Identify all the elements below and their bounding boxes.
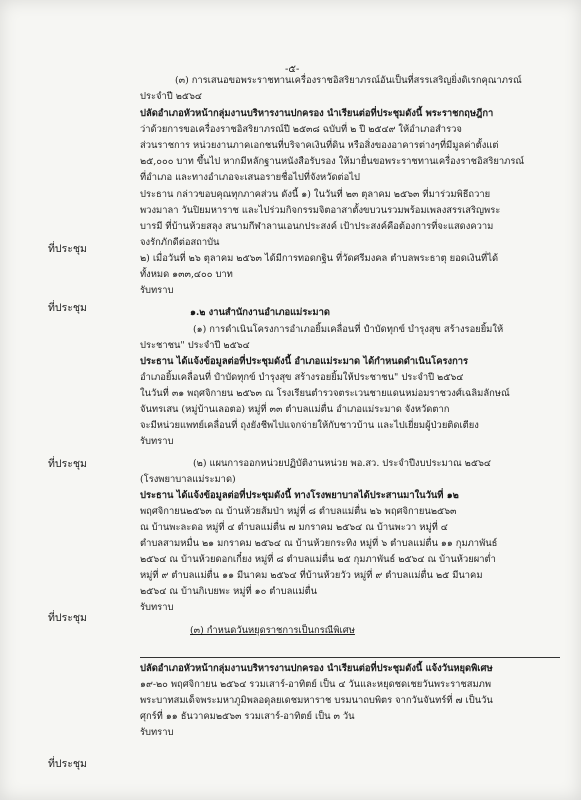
text-line: ว่าด้วยการขอเครื่องราชอิสริยาภรณ์ปี ๒๕๓๘ ฉบับที่ ๒ ปี ๒๕๔๙ ให้อำเภอสำรวจ: [140, 124, 462, 135]
text-line: ทั้งหมด ๑๓๓,๔๐๐ บาท: [140, 269, 233, 280]
acknowledged-text: รับทราบ: [140, 285, 174, 296]
text-line: ตำบลสามหมื่น ๒๑ มกราคม ๒๕๖๔ ณ บ้านห้วยกระทิง หมู่ที่ ๖ ตำบลแม่ตื่น ๑๑ กุมภาพันธ์: [140, 538, 498, 549]
text-line: (โรงพยาบาลแม่ระมาด): [140, 474, 236, 485]
margin-label-meeting-5: ที่ประชุม: [48, 758, 87, 770]
text-line: ประธาน ได้แจ้งข้อมูลต่อที่ประชุมดังนี้ อำเภอแม่ระมาด ได้กำหนดดำเนินโครงการ: [140, 356, 469, 367]
text-line: ๒๕,๐๐๐ บาท ขึ้นไป หากมีหลักฐานหนังสือรับรอง ให้มายื่นขอพระราชทานเครื่องราชอิสริยาภรณ์: [140, 156, 525, 167]
acknowledged-text: รับทราบ: [140, 436, 174, 447]
margin-label-meeting-2: ที่ประชุม: [48, 302, 87, 314]
item-heading: (๒) แผนการออกหน่วยปฏิบัติงานหน่วย พอ.สว. ประจำปีงบประมาณ ๒๕๖๔: [193, 458, 491, 469]
text-line: ๒) เมื่อวันที่ ๒๖ ตุลาคม ๒๕๖๓ ได้มีการทอดกฐิน ที่วัดศรีมงคล ตำบลพระธาตุ ยอดเงินที่ได้: [140, 253, 499, 264]
text-line: ประชาชน" ประจำปี ๒๕๖๔: [140, 340, 250, 351]
text-line: ในวันที่ ๓๑ พฤศจิกายน ๒๕๖๓ ณ โรงเรียนตำรวจตระเวนชายแดนหม่อมราชวงศ์เฉลิมลักษณ์: [140, 388, 510, 399]
text-line: ส่วนราชการ หน่วยงานภาคเอกชนที่บริจาคเงินที่ดิน หรือสิ่งของอาคารต่างๆที่มีมูลค่าตั้งแต่: [140, 140, 499, 151]
margin-label-meeting-1: ที่ประชุม: [48, 243, 87, 255]
page-number: -๕-: [285, 64, 300, 75]
text-line: ประธาน ได้แจ้งข้อมูลต่อที่ประชุมดังนี้ ทางโรงพยาบาลได้ประสานมาในวันที่ ๑๒: [140, 490, 459, 501]
text-line: จงรักภักดีต่อสถาบัน: [140, 237, 220, 248]
text-line: พวงมาลา วันปิยมหาราช และไปร่วมกิจกรรมจิตอาสาตั้งขบวนรวมพร้อมเพลงสรรเสริญพระ: [140, 205, 501, 216]
text-line: อำเภอยิ้มเคลื่อนที่ ปำบัดทุกข์ บำรุงสุข สร้างรอยยิ้มให้ประชาชน" ประจำปี ๒๕๖๔: [140, 372, 464, 383]
text-line: พฤศจิกายน๒๕๖๓ ณ บ้านห้วยส้มป่า หมู่ที่ ๘ ตำบลแม่ตื่น ๒๖ พฤศจิกายน๒๕๖๓: [140, 506, 457, 517]
text-line: ๒๕๖๔ ณ บ้านห้วยดอกเกี๋ยง หมู่ที่ ๘ ตำบลแม่ตื่น ๒๕ กุมภาพันธ์ ๒๕๖๔ ณ บ้านห้วยผาต่ำ: [140, 554, 496, 565]
text-line: จันทรเสน (หมู่บ้านเลอตอ) หมู่ที่ ๓๓ ตำบลแม่ตื่น อำเภอแม่ระมาด จังหวัดตาก: [140, 404, 450, 415]
margin-label-meeting-4: ที่ประชุม: [48, 612, 87, 624]
text-line: หมู่ที่ ๙ ตำบลแม่ตื่น ๑๑ มีนาคม ๒๕๖๔ ที่บ้านห้วยวัว หมู่ที่ ๙ ตำบลแม่ตื่น ๒๕ มีนาคม: [140, 570, 483, 581]
acknowledged-text: รับทราบ: [140, 727, 174, 738]
underline-rule: [140, 657, 560, 658]
text-line: ๒๕๖๔ ณ บ้านกิเบยพะ หมู่ที่ ๑๐ ตำบลแม่ตื่น: [140, 586, 318, 597]
text-line: ที่อำเภอ และทางอำเภอจะเสนอรายชื่อไปที่จังหวัดต่อไป: [140, 172, 360, 183]
item-heading: (๓) การเสนอขอพระราชทานเครื่องราชอิสริยาภรณ์อันเป็นที่สรรเสริญยิ่งดิเรกคุณาภรณ์: [175, 75, 522, 86]
text-line: ประธาน กล่าวขอบคุณทุกภาคส่วน ดังนี้ ๑) ในวันที่ ๒๓ ตุลาคม ๒๕๖๓ ที่มาร่วมพิธีถวาย: [140, 189, 491, 200]
item-heading: (๓) กำหนดวันหยุดราชการเป็นกรณีพิเศษ: [190, 625, 355, 636]
margin-label-meeting-3: ที่ประชุม: [48, 458, 87, 470]
text-line: ปลัดอำเภอหัวหน้ากลุ่มงานบริหารงานปกครอง นำเรียนต่อที่ประชุมดังนี้ พระราชกฤษฎีกา: [140, 108, 494, 119]
text-line: ณ บ้านพะละดอ หมู่ที่ ๔ ตำบลแม่ตื่น ๗ มกราคม ๒๕๖๔ ณ บ้านพะวา หมู่ที่ ๔: [140, 522, 448, 533]
text-line: ประจำปี ๒๕๖๔: [140, 91, 203, 102]
text-line: บารมี ที่บ้านห้วยสลุง สนามกีฬาลานเอนกประสงค์ เป้าประสงค์คือต้องการที่จะแสดงความ: [140, 221, 494, 232]
acknowledged-text: รับทราบ: [140, 602, 174, 613]
item-heading: (๑) การดำเนินโครงการอำเภอยิ้มเคลื่อนที่ ปำบัดทุกข์ บำรุงสุข สร้างรอยยิ้มให้: [193, 324, 504, 335]
text-line: ศุกร์ที่ ๑๑ ธันวาคม๒๕๖๓ รวมเสาร์-อาทิตย์ เป็น ๓ วัน: [140, 711, 355, 722]
text-line: พระบาทสมเด็จพระมหาภูมิพลอดุลยเดชมหาราช บรมนาถบพิตร จากวันจันทร์ที่ ๗ เป็นวัน: [140, 695, 493, 706]
text-line: จะมีหน่วยแพทย์เคลื่อนที่ ถุงยังชีพไปแจกจ่ายให้กับชาวบ้าน และไปเยี่ยมผู้ป่วยติดเตียง: [140, 420, 479, 431]
text-line: ๑๙-๒๐ พฤศจิกายน ๒๕๖๔ รวมเสาร์-อาทิตย์ เป็น ๔ วันและหยุดชดเชยวันพระราชสมภพ: [140, 679, 492, 690]
section-heading: ๑.๒ งานสำนักงานอำเภอแม่ระมาด: [190, 307, 330, 318]
text-line: ปลัดอำเภอหัวหน้ากลุ่มงานบริหารงานปกครอง นำเรียนต่อที่ประชุมดังนี้ แจ้งวันหยุดพิเศษ: [140, 663, 493, 674]
